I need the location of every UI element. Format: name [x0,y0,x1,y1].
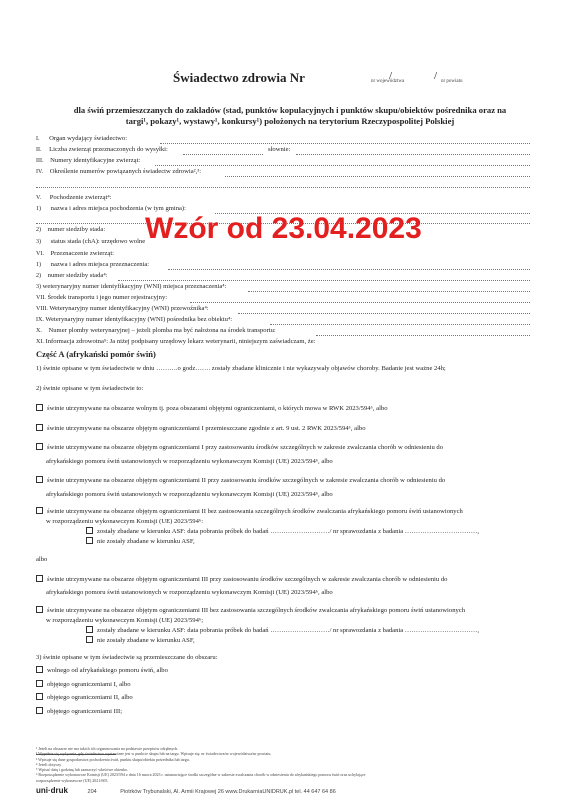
input-line[interactable] [160,142,530,144]
checkbox[interactable] [36,424,43,431]
field-row-viii: VIII. Weterynaryjny numer identyfikacyjny (WNI) przewoźnika⁴: [36,305,209,312]
field-row-vii: VII. Środek transportu i jego numer rejestracyjny: [36,294,168,301]
intro-heading [40,105,540,127]
printer-address: Piotrków Trybunalski, Al. Armii Krajowej 26 www.DrukarniaUNIDRUK.pl tel. 44 647 64 86 [120,789,336,795]
checkbox[interactable] [86,527,93,534]
checkbox[interactable] [36,507,43,514]
option-zone-1-measures[interactable]: świnie utrzymywane na obszarze objętym ograniczeniami I przy zastosowaniu środków szczególnych w zakresie zwalczania chorób w odniesieniu do afrykańskiego pomoru świń ustanowionych w rozporządzeniu wykonawczym Komisji (UE) 2023/594⁶, albo [36,441,536,468]
input-line[interactable] [296,153,530,155]
checkbox[interactable] [36,680,43,687]
unidruk-logo: uni·druk [36,786,68,795]
footnotes [36,746,546,783]
paragraph-1: 1) świnie opisane w tym świadectwie w dniu ……….o godz……. zostały zbadane klinicznie i nie wykazywały objawów choroby. Badanie jest ważne 24h; [36,365,446,372]
field-row-x: X. Numer plomby weterynaryjnej – jeżeli plomba ma być nałożona na środek transportu: [36,327,276,334]
footnote: ⁶ Rozporządzenie wykonawcze Komisji (UE) 2023/594 z dnia 16 marca 2023 r. ustanawiające środki szczególne w zakresie zwalczania chorób w odniesieniu do afrykańskiego pomoru świń oraz uchylające [36,772,366,778]
footnote: ⁵ Wpisać datę i godzinę lub zaznaczyć właściwe okienko. [36,767,129,773]
field-row-vi-2: 2) numer siedziby stada⁴: [36,272,108,279]
title-text: Świadectwo zdrowia Nr [173,70,305,85]
title-slash-1: / [389,70,393,82]
document-title [0,70,568,86]
option-zone-3-measures[interactable]: świnie utrzymywane na obszarze objętym ograniczeniami III przy zastosowaniu środków szczególnych w zakresie zwalczania chorób w odniesieniu do afrykańskiego pomoru świń ustanowionych w rozporządzeniu wykonawczym Komisji (UE) 2023/594⁶, albo [36,573,536,600]
footnote: ² Wypełnia się wyłącznie, gdy świadectwo wystawiane jest w punkcie skupu lub na targu. Wpisuje się: nr świadectwa/nr województwa/nr powiatu. [36,751,272,757]
input-line[interactable] [270,323,530,325]
footnote: ³ Wpisuje się dane gospodarstwa pochodzenia świń, punktu skupu/obiektu pośrednika lub targu. [36,756,190,762]
field-row-v-3: 3) status stada (chA): urzędowo wolne [36,238,146,245]
input-line[interactable] [316,334,530,336]
field-row-ix: IX. Weterynaryjny numer identyfikacyjny (WNI) pośrednika bez obiektu⁴: [36,316,233,323]
field-row-vi: VI. Przeznaczenie zwierząt: [36,250,115,257]
dest-zone-2[interactable]: objętego ograniczeniami II, albo [36,691,536,705]
footnote: rozporządzenie wykonawcze (UE) 2021/605. [36,777,109,783]
checkbox[interactable] [36,443,43,450]
input-line[interactable] [155,164,530,166]
checkbox[interactable] [36,606,43,613]
input-line[interactable] [238,312,530,314]
part-a-body [36,362,536,718]
intro-line-2: targi¹, pokazy¹, wystawy¹, konkursy¹) położonych na terytorium Rzeczypospolitej Polskiej [125,116,455,126]
footnote: ¹ Jeżeli na obszarze nie ma takich ich organizowania na podstawie przepisów odrębnych. [36,746,179,751]
field-row-i: I. Organ wydający świadectwo: [36,135,128,142]
checkbox[interactable] [36,707,43,714]
watermark-stamp: Wzór od 23.04.2023 [145,212,422,245]
input-line[interactable] [190,301,530,303]
checkbox[interactable] [36,404,43,411]
sub-voivodeship: nr województwa [371,79,405,84]
input-line[interactable] [225,175,530,177]
albo-text: albo [36,556,48,563]
checkbox[interactable] [36,575,43,582]
footnote: ⁴ Jeżeli dotyczy. [36,761,62,767]
page-number: 204 [87,789,97,795]
dest-zone-3[interactable]: objętego ograniczeniami III; [36,705,536,719]
part-a-heading: Część A (afrykański pomór świń) [36,349,156,359]
field-row-xi: XI. Informacja zdrowotna⁵: Ja niżej podpisany urzędowy lekarz weterynarii, niniejszym zaświadczam, że: [36,338,316,345]
option-zone-1-art9[interactable]: świnie utrzymywane na obszarze objętym ograniczeniami I przemieszczane zgodnie z art. 9 ust. 2 RWK 2023/594⁶, albo [36,422,536,436]
input-line[interactable] [118,279,530,281]
checkbox[interactable] [36,693,43,700]
field-row-v-2: 2) numer siedziby stada: [36,226,106,233]
field-row-ii: II. Liczba zwierząt przeznaczonych do wysyłki: [36,146,168,153]
title-slash-2: / [434,70,438,82]
field-row-iv: IV. Określenie numerów powiązanych świadectw zdrowia²,³: [36,168,202,175]
field-row-v: V. Pochodzenie zwierząt⁴: [36,194,112,201]
option-free-area[interactable]: świnie utrzymywane na obszarze wolnym tj. poza obszarami objętymi ograniczeniami, o których mowa w RWK 2023/594⁶, albo [36,402,536,416]
input-line[interactable] [168,268,530,270]
sub-district: nr powiatu [441,79,463,84]
intro-line-1: dla świń przemieszczanych do zakładów (stad, punktów kopulacyjnych i punktów skupu/obiektów pośrednika oraz na [73,105,507,115]
field-row-vi-3: 3) weterynaryjny numer identyfikacyjny (WNI) miejsca przeznaczenia⁴: [36,283,227,290]
input-line[interactable] [248,290,530,292]
checkbox[interactable] [36,666,43,673]
field-row-vi-1: 1) nazwa i adres miejsca przeznaczenia: [36,261,150,268]
checkbox[interactable] [86,626,93,633]
option-zone-2-measures[interactable]: świnie utrzymywane na obszarze objętym ograniczeniami II przy zastosowaniu środków szczególnych w zakresie zwalczania chorób w odniesieniu do afrykańskiego pomoru świń ustanowionych w rozporządzeniu wykonawczym Komisji (UE) 2023/594⁶, albo [36,474,536,501]
field-label-slownie: słownie: [268,146,291,153]
option-zone-3-no-measures[interactable]: świnie utrzymywane na obszarze objętym ograniczeniami III bez zastosowania szczególnych środków zwalczania afrykańskiego pomoru świń ustanowionych w rozporządzeniu wykonawczym Komisji (UE) 2023/594⁶; zostały zbadane w kierunku ASF: data pobrania próbek do badań ………………………/ nr sprawozdania z badania ……………………………, nie zostały zbadane w kierunku ASF, [36,606,536,646]
input-line[interactable] [36,186,530,188]
page-footer [36,786,336,795]
option-zone-2-no-measures[interactable]: świnie utrzymywane na obszarze objętym ograniczeniami II bez zastosowania szczególnych środków zwalczania afrykańskiego pomoru świń ustanowionych w rozporządzeniu wykonawczym Komisji (UE) 2023/594⁶: zostały zbadane w kierunku ASF: data pobrania próbek do badań ………………………/ nr sprawozdania z badania ……………………………, nie zostały zbadane w kierunku ASF, [36,507,536,547]
paragraph-2: 2) świnie opisane w tym świadectwie to: [36,384,144,392]
checkbox[interactable] [86,636,93,643]
field-row-iii: III. Numery identyfikacyjne zwierząt: [36,157,141,164]
input-line[interactable] [183,153,263,155]
dest-zone-1[interactable]: objętego ograniczeniami I, albo [36,678,536,692]
field-row-v-1: 1) nazwa i adres miejsca pochodzenia (w tym gmina): [36,205,186,212]
checkbox[interactable] [86,537,93,544]
checkbox[interactable] [36,476,43,483]
paragraph-3: 3) świnie opisane w tym świadectwie są przemieszczane do obszaru: [36,653,218,661]
dest-free[interactable]: wolnego od afrykańskiego pomoru świń, albo [36,664,536,678]
